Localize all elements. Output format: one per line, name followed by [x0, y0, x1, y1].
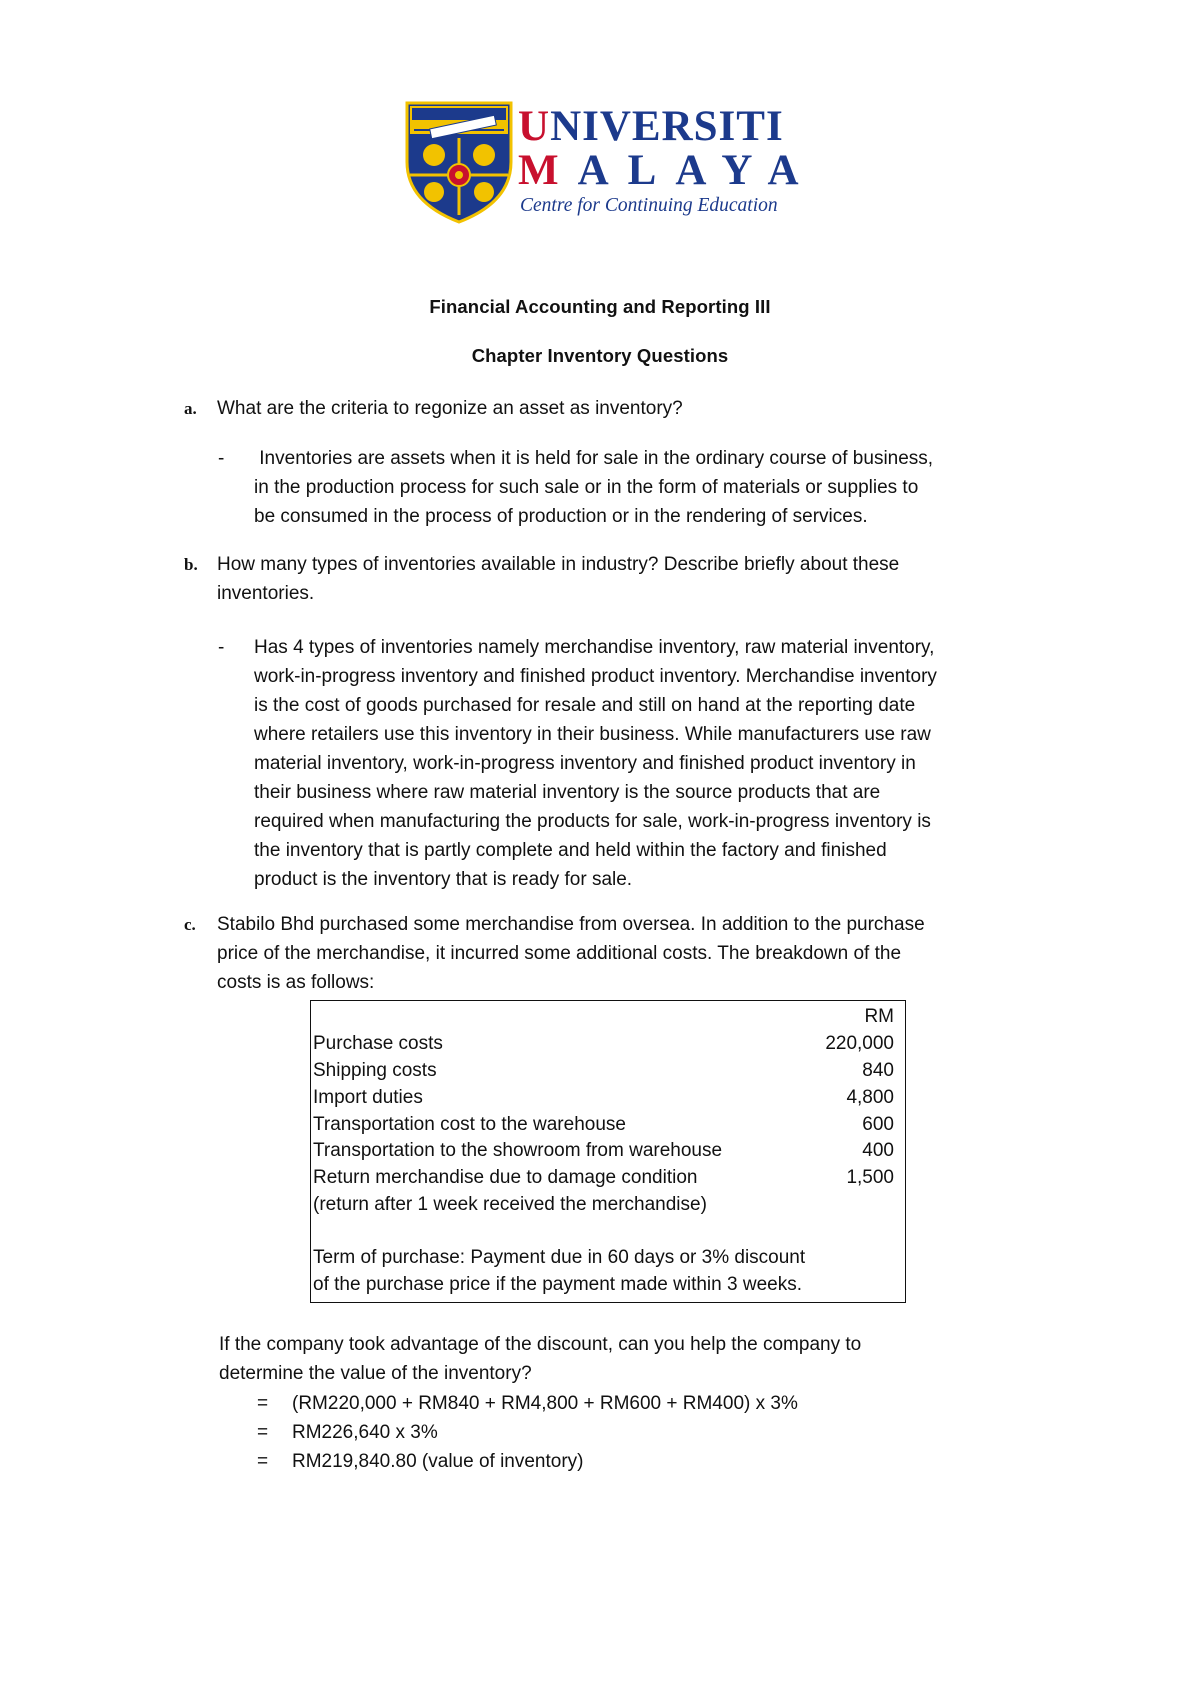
cost-label: Transportation to the showroom from warehouse: [313, 1140, 723, 1161]
question-text: [217, 550, 1047, 608]
answer-text: [254, 444, 1064, 531]
followup-question: [219, 1330, 1019, 1388]
cost-label: Shipping costs: [313, 1060, 437, 1081]
cost-breakdown-table: [310, 1000, 906, 1303]
question-label: a.: [184, 399, 197, 418]
cost-value: 840: [862, 1060, 894, 1081]
answer-line: work-in-progress inventory and finished product inventory. Merchandise inventory: [254, 666, 937, 687]
cost-value: 1,500: [846, 1167, 894, 1188]
cost-row: [313, 1057, 894, 1084]
answer-line: Has 4 types of inventories namely merchandise inventory, raw material inventory,: [254, 637, 935, 658]
equals-sign: =: [257, 1393, 269, 1414]
cost-row: [313, 1084, 894, 1111]
document-subtitle: Chapter Inventory Questions: [471, 345, 729, 366]
purchase-terms-note: [313, 1244, 897, 1298]
question-label: b.: [184, 555, 198, 574]
question-line: inventories.: [217, 583, 315, 604]
note-line: of the purchase price if the payment made within 3 weeks.: [313, 1274, 802, 1295]
answer-text: [254, 633, 1064, 894]
university-logo: [404, 100, 818, 225]
wordmark-universiti: UNIVERSITI: [518, 103, 784, 150]
cost-label: Transportation cost to the warehouse: [313, 1114, 626, 1135]
cost-row: [313, 1137, 894, 1164]
question-line: Stabilo Bhd purchased some merchandise from oversea. In addition to the purchase: [217, 914, 925, 935]
wordmark-subtitle: Centre for Continuing Education: [520, 195, 778, 216]
cost-label: (return after 1 week received the merchandise): [313, 1194, 707, 1215]
cost-row: [313, 1164, 894, 1191]
answer-line: in the production process for such sale or in the form of materials or supplies to: [254, 477, 919, 498]
university-wordmark: [518, 100, 818, 225]
currency-header: RM: [864, 1006, 894, 1027]
answer-line: Inventories are assets when it is held for sale in the ordinary course of business,: [254, 448, 934, 469]
note-line: Term of purchase: Payment due in 60 days or 3% discount: [313, 1247, 806, 1268]
answer-dash: -: [218, 448, 225, 469]
question-text: What are the criteria to regonize an asset as inventory?: [217, 398, 683, 419]
question-line: costs is as follows:: [217, 972, 375, 993]
answer-dash: -: [218, 637, 225, 658]
cost-row: [313, 1030, 894, 1057]
cost-label: Purchase costs: [313, 1033, 443, 1054]
answer-line: the inventory that is partly complete and held within the factory and finished: [254, 840, 887, 861]
calculation-expression: RM219,840.80 (value of inventory): [292, 1451, 584, 1472]
answer-line: where retailers use this inventory in their business. While manufacturers use raw: [254, 724, 931, 745]
equals-sign: =: [257, 1451, 269, 1472]
question-line: How many types of inventories available in industry? Describe briefly about these: [217, 554, 900, 575]
equals-sign: =: [257, 1422, 269, 1443]
answer-line: is the cost of goods purchased for resale and still on hand at the reporting date: [254, 695, 916, 716]
calculation-expression: RM226,640 x 3%: [292, 1422, 438, 1443]
university-crest-icon: [404, 100, 514, 225]
calculation-expression: (RM220,000 + RM840 + RM4,800 + RM600 + RM400) x 3%: [292, 1393, 798, 1414]
cost-row: [313, 1191, 894, 1218]
cost-value: 220,000: [825, 1033, 894, 1054]
document-title: Financial Accounting and Reporting III: [429, 296, 771, 317]
followup-line: determine the value of the inventory?: [219, 1363, 532, 1384]
answer-line: product is the inventory that is ready for sale.: [254, 869, 633, 890]
cost-label: Return merchandise due to damage condition: [313, 1167, 698, 1188]
question-label: c.: [184, 915, 196, 934]
answer-line: required when manufacturing the products for sale, work-in-progress inventory is: [254, 811, 931, 832]
answer-line: material inventory, work-in-progress inventory and finished product inventory in: [254, 753, 916, 774]
question-line: price of the merchandise, it incurred some additional costs. The breakdown of the: [217, 943, 902, 964]
answer-line: their business where raw material inventory is the source products that are: [254, 782, 881, 803]
cost-value: 400: [862, 1140, 894, 1161]
wordmark-malaya: MALAYA: [518, 147, 818, 194]
cost-value: 4,800: [846, 1087, 894, 1108]
cost-value: 600: [862, 1114, 894, 1135]
question-text: [217, 910, 1047, 997]
answer-line: be consumed in the process of production or in the rendering of services.: [254, 506, 868, 527]
cost-label: Import duties: [313, 1087, 423, 1108]
cost-row: [313, 1111, 894, 1138]
followup-line: If the company took advantage of the discount, can you help the company to: [219, 1334, 862, 1355]
